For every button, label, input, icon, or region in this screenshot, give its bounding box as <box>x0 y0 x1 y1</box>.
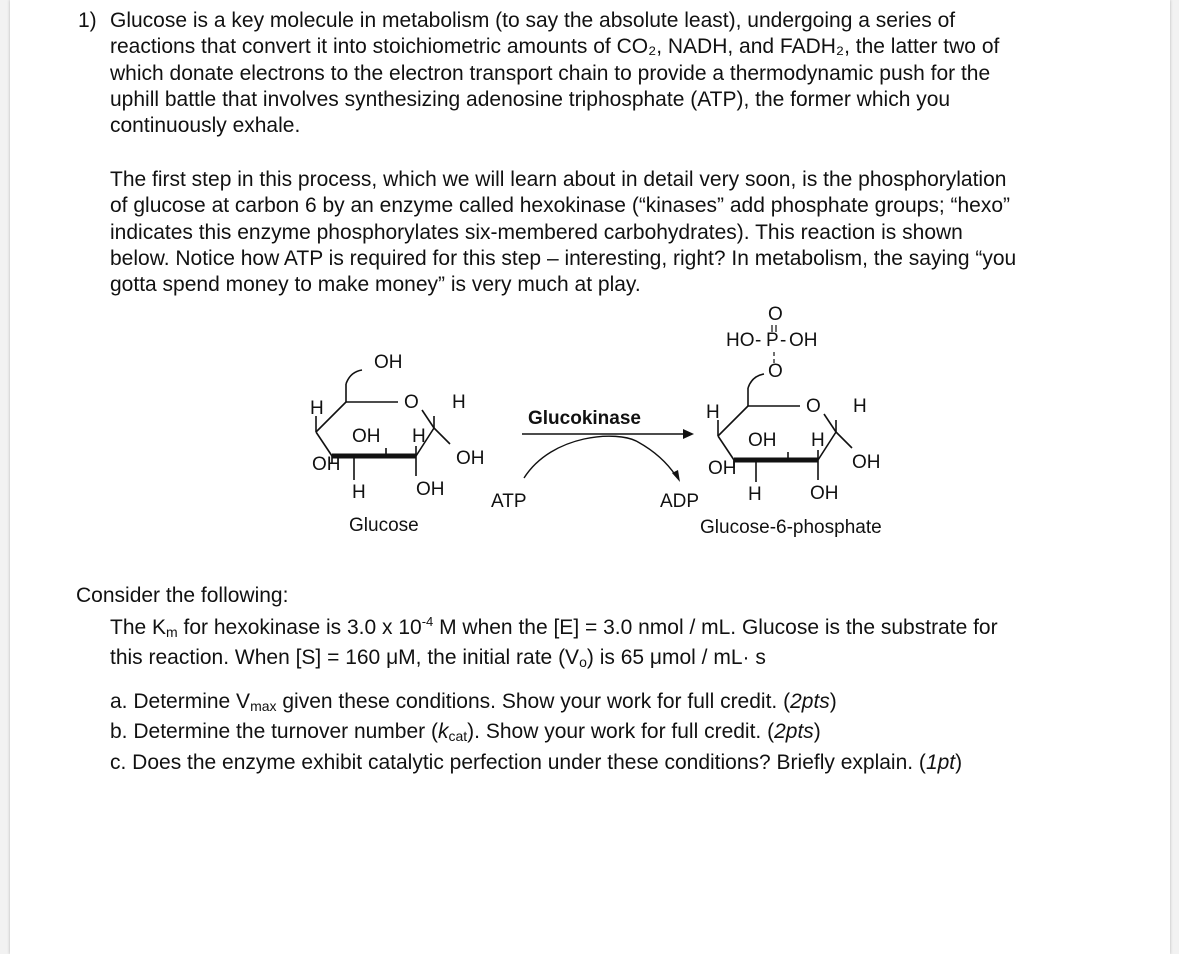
glucose-h: H <box>412 426 426 447</box>
glucose-6-phosphate-label: Glucose-6-phosphate <box>700 517 882 538</box>
rate-statement <box>110 645 998 675</box>
glucose-h: H <box>310 398 324 419</box>
g6p-oh: OH <box>852 452 881 473</box>
g6p-h: H <box>706 402 720 423</box>
step-line: of glucose at carbon 6 by an enzyme called hexokinase (“kinases” add phosphate groups; “hexo” <box>110 194 1011 218</box>
question-c-text: c. Does the enzyme exhibit catalytic perfection under these conditions? Briefly explain. ( <box>110 750 926 774</box>
phosphorus: P <box>766 330 779 351</box>
glucose-c6-oh: OH <box>374 352 403 373</box>
v0-subscript: o <box>579 654 587 671</box>
kinetics-given <box>110 609 998 676</box>
question-c <box>110 750 962 776</box>
phosphate-ho: HO <box>726 330 755 351</box>
step-line: indicates this enzyme phosphorylates six-membered carbohydrates). This reaction is shown <box>110 220 963 244</box>
rate-text: ) is 65 μmol / mL· s <box>586 646 766 670</box>
hexokinase-reaction-scheme <box>290 298 930 548</box>
worksheet-page <box>10 0 1170 954</box>
km-subscript: m <box>166 624 178 640</box>
question-a <box>110 689 962 719</box>
question-b-points: 2pts <box>774 720 814 744</box>
reaction-arrow <box>491 408 699 512</box>
km-exponent: -4 <box>421 614 434 629</box>
g6p-oh: OH <box>708 458 737 479</box>
question-number: 1) <box>78 9 97 32</box>
g6p-h: H <box>853 396 867 417</box>
phosphate-ester-oxygen: O <box>768 361 783 382</box>
enzyme-label: Glucokinase <box>528 408 641 429</box>
km-statement <box>110 609 998 645</box>
step-paragraph <box>110 167 1016 298</box>
question-a-text: given these conditions. Show your work for full credit. ( <box>276 690 791 713</box>
step-line: The first step in this process, which we will learn about in detail very soon, is the phosphorylation <box>110 168 1007 191</box>
phosphate-oh: OH <box>789 330 818 351</box>
km-text: The K <box>110 616 167 639</box>
question-c-points: 1pt <box>925 750 956 774</box>
glucose-oh: OH <box>352 426 381 447</box>
km-text: for hexokinase is 3.0 x 10 <box>177 616 422 639</box>
phosphate-oxygen: O <box>768 304 783 325</box>
adp-label: ADP <box>660 491 700 512</box>
vmax-subscript: max <box>250 698 277 714</box>
intro-line: which donate electrons to the electron transport chain to provide a thermodynamic push for the <box>110 61 991 85</box>
g6p-h: H <box>748 484 762 505</box>
rate-text: this reaction. When [S] = 160 μM, the initial rate (V <box>110 646 580 670</box>
step-line: gotta spend money to make money” is very much at play. <box>110 273 641 297</box>
glucose-oh: OH <box>416 479 445 500</box>
glucose-h: H <box>452 392 466 413</box>
intro-line: reactions that convert it into stoichiometric amounts of CO₂, NADH, and FADH₂, the latter two of <box>110 35 1000 59</box>
glucose-h: H <box>352 482 366 503</box>
g6p-ring-oxygen: O <box>806 396 821 417</box>
intro-line: uphill battle that involves synthesizing adenosine triphosphate (ATP), the former which you <box>110 87 951 111</box>
g6p-h: H <box>811 430 825 451</box>
g6p-oh: OH <box>810 483 839 504</box>
glucose-oh: OH <box>312 454 341 475</box>
intro-line: Glucose is a key molecule in metabolism (to say the absolute least), undergoing a series of <box>110 9 956 32</box>
g6p-oh: OH <box>748 430 777 451</box>
glucose-label: Glucose <box>349 515 419 536</box>
intro-paragraph <box>110 8 999 139</box>
question-b <box>110 719 962 749</box>
kcat-subscript: cat <box>448 728 468 745</box>
question-b-text: b. Determine the turnover number ( <box>110 720 438 744</box>
phosphate-dash: - <box>780 330 787 351</box>
sub-questions <box>110 689 962 776</box>
question-c-text: ) <box>955 750 963 774</box>
km-text: M when the [E] = 3.0 nmol / mL. Glucose is the substrate for <box>433 616 998 639</box>
atp-label: ATP <box>491 491 527 512</box>
glucose-ring-oxygen: O <box>404 392 419 413</box>
question-a-text: a. Determine V <box>110 690 251 713</box>
step-line: below. Notice how ATP is required for this step – interesting, right? In metabolism, the saying “you <box>110 246 1017 270</box>
question-a-text: ) <box>829 690 837 713</box>
glucose-6-phosphate-structure <box>700 304 882 538</box>
question-a-points: 2pts <box>790 690 830 713</box>
phosphate-dash: - <box>755 330 762 351</box>
question-b-text: ). Show your work for full credit. ( <box>467 720 775 744</box>
consider-label: Consider the following: <box>76 584 289 607</box>
glucose-structure <box>310 352 485 536</box>
question-b-text: ) <box>813 720 821 744</box>
intro-line: continuously exhale. <box>110 114 301 138</box>
kcat-k: k <box>437 720 449 744</box>
glucose-oh: OH <box>456 448 485 469</box>
